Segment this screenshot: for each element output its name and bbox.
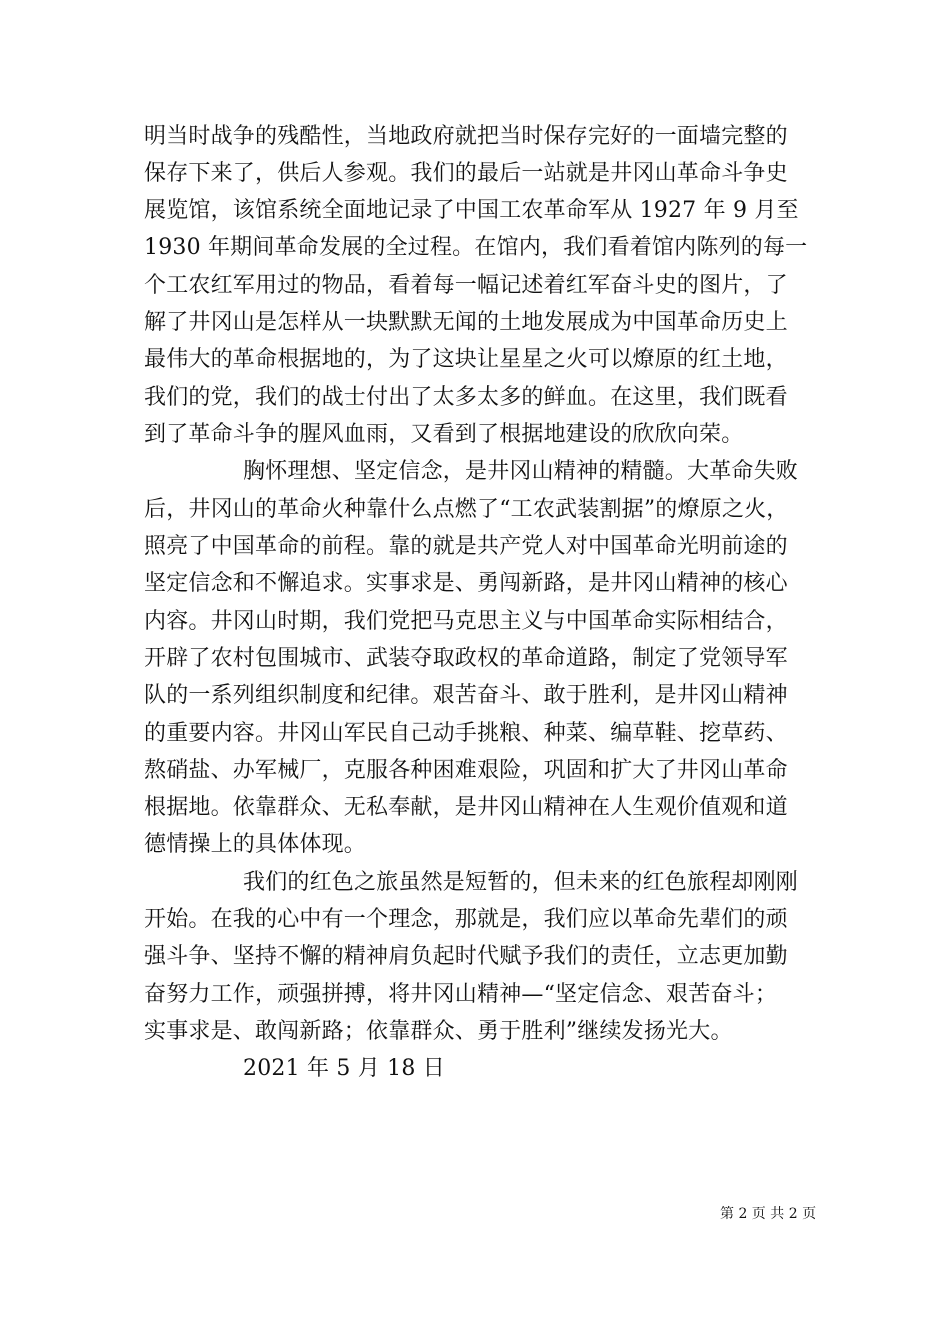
- paragraph-2-line: 德情操上的具体体现。: [144, 832, 367, 857]
- paragraph-1-line: 1930 年期间革命发展的全过程。在馆内，我们看着馆内陈列的每一: [144, 235, 808, 260]
- paragraph-1-line: 明当时战争的残酷性，当地政府就把当时保存完好的一面墙完整的: [144, 124, 788, 149]
- paragraph-1-line: 个工农红军用过的物品，看着每一幅记述着红军奋斗史的图片，了: [144, 273, 788, 298]
- paragraph-2-line: 的重要内容。井冈山军民自己动手挑粮、种菜、编草鞋、挖草药、: [144, 721, 788, 746]
- page-number-footer: 第 2 页 共 2 页: [720, 1206, 817, 1222]
- paragraph-1-line: 展览馆，该馆系统全面地记录了中国工农革命军从 1927 年 9 月至: [144, 198, 799, 223]
- paragraph-2-line: 内容。井冈山时期，我们党把马克思主义与中国革命实际相结合，: [144, 609, 788, 634]
- paragraph-2-line: 队的一系列组织制度和纪律。艰苦奋斗、敢于胜利，是井冈山精神: [144, 683, 788, 708]
- paragraph-1-line: 保存下来了，供后人参观。我们的最后一站就是井冈山革命斗争史: [144, 161, 788, 186]
- paragraph-3-line: 强斗争、坚持不懈的精神肩负起时代赋予我们的责任，立志更加勤: [144, 944, 788, 969]
- paragraph-3-line: 我们的红色之旅虽然是短暂的，但未来的红色旅程却刚刚: [243, 870, 799, 895]
- paragraph-3-line: 实事求是、敢闯新路；依靠群众、勇于胜利”继续发扬光大。: [144, 1019, 733, 1044]
- paragraph-2-line: 根据地。依靠群众、无私奉献，是井冈山精神在人生观价值观和道: [144, 795, 788, 820]
- paragraph-1-line: 到了革命斗争的腥风血雨，又看到了根据地建设的欣欣向荣。: [144, 422, 744, 447]
- paragraph-3-line: 开始。在我的心中有一个理念，那就是，我们应以革命先辈们的顽: [144, 907, 788, 932]
- paragraph-2-line: 照亮了中国革命的前程。靠的就是共产党人对中国革命光明前途的: [144, 534, 788, 559]
- paragraph-1-line: 我们的党，我们的战士付出了太多太多的鲜血。在这里，我们既看: [144, 385, 788, 410]
- paragraph-3-line: 奋努力工作，顽强拼搏，将井冈山精神—“坚定信念、艰苦奋斗；: [144, 982, 778, 1007]
- document-date: 2021 年 5 月 18 日: [243, 1056, 445, 1081]
- paragraph-2-line: 熬硝盐、办军械厂，克服各种困难艰险，巩固和扩大了井冈山革命: [144, 758, 788, 783]
- paragraph-1-line: 最伟大的革命根据地的，为了这块让星星之火可以燎原的红土地，: [144, 347, 788, 372]
- paragraph-2-line: 开辟了农村包围城市、武装夺取政权的革命道路，制定了党领导军: [144, 646, 788, 671]
- paragraph-1-line: 解了井冈山是怎样从一块默默无闻的土地发展成为中国革命历史上: [144, 310, 788, 335]
- paragraph-2-line: 坚定信念和不懈追求。实事求是、勇闯新路，是井冈山精神的核心: [144, 571, 788, 596]
- paragraph-2-line: 后，井冈山的革命火种靠什么点燃了“工农武装割据”的燎原之火，: [144, 497, 789, 522]
- paragraph-2-line: 胸怀理想、坚定信念，是井冈山精神的精髓。大革命失败: [243, 459, 799, 484]
